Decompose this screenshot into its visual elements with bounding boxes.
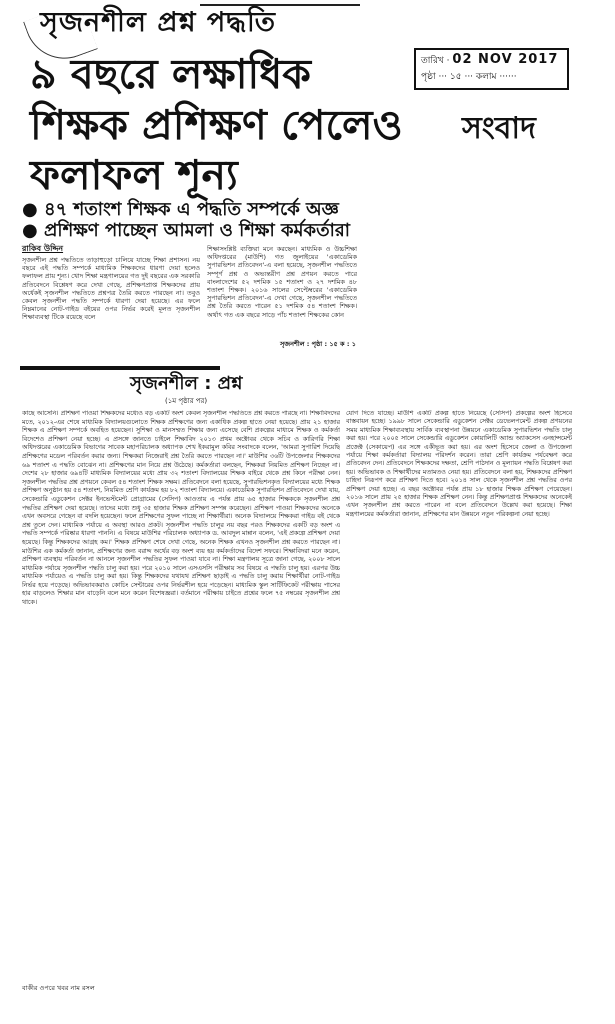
headline-line-1: ৯ বছরে লক্ষাধিক — [30, 50, 311, 98]
stamp-date-label: তারিখ — [421, 56, 444, 66]
sub-bullet-text: ৪৭ শতাংশ শিক্ষক এ পদ্ধতি সম্পর্কে অজ্ঞ — [43, 199, 339, 220]
article2-column-2: যোগ দিতে যাচ্ছে। মাউশি একটি প্রকল্প হাতে নিয়েছে (সেসিপ) প্রকল্পের অংশ হিসেবে বাস্তবায়ন হচ্ছে। ১৯৯৮ সালে সেকেন্ডারি এডুকেশন সেক্টর ডেভেলপমেন্ট প্রকল্প প্রণয়নের সময় মাধ্যমিক শিক্ষাব্যবস্থায় সার্বিক ব্যবস্থাপনা উন্নয়নে একাডেমিক সুপারভিশন পদ্ধতি চালু করা হয়। পরে ২০০৫ সালে সেকেন্ডারি এডুকেশন কোয়ালিটি অ্যান্ড অ্যাকসেস এনহান্সমেন্ট প্রজেক্ট (সেকায়েপ) এর সঙ্গে একীভূত করা হয়। এর অংশ হিসেবে জেলা ও উপজেলা পর্যায়ে শিক্ষা কর্মকর্তারা বিদ্যালয় পরিদর্শন করেন। তারা শ্রেণি কার্যক্রম পর্যবেক্ষণ করে প্রতিবেদন দেন। প্রতিবেদনে শিক্ষকদের দক্ষতা, শ্রেণি পাঠদান ও মূল্যায়ন পদ্ধতি বিশ্লেষণ করা হয়। অভিভাবক ও শিক্ষার্থীদের মতামতও নেয়া হয়। প্রতিবেদনে বলা হয়, শিক্ষকদের প্রশিক্ষণ চাহিদা নিরূপণ করে প্রশিক্ষণ দিতে হবে। ২০১৪ সাল থেকে সৃজনশীল প্রশ্ন পদ্ধতির ওপর প্রশিক্ষণ দেয়া হচ্ছে। এ বছর অক্টোবর পর্যন্ত প্রায় ১৮ হাজার শিক্ষক প্রশিক্ষণ পেয়েছেন। ২০১৬ সালে প্রায় ২৫ হাজার শিক্ষক প্রশিক্ষণ নেন। কিন্তু প্রশিক্ষণপ্রাপ্ত শিক্ষকদের অনেকেই এখন সৃজনশীল প্রশ্ন করতে পারেন না বলে প্রতিবেদনে উল্লেখ করা হয়েছে। শিক্ষা মন্ত্রণালয়ের কর্মকর্তারা জানান, প্রশিক্ষণের মান উন্নয়নে নতুন পরিকল্পনা নেয়া হচ্ছে। — [346, 410, 572, 518]
stamp-column-label: কলাম — [475, 72, 497, 82]
article1-column-1: সৃজনশীল প্রশ্ন পদ্ধতিতে তাড়াহুড়ো চালিয়ে যাচ্ছে শিক্ষা প্রশাসন। নয় বছরে এই পদ্ধতি সম্পর্কে মাধ্যমিক শিক্ষকদের ধারণা দেয়া হলেও ফলাফল প্রায় শূন্য। খোদ শিক্ষা মন্ত্রণালয়ের গত দুই বছরের এক সরকারি প্রতিবেদনে বিশ্লেষণ করে দেখা গেছে, প্রশিক্ষণপ্রাপ্ত শিক্ষকদের প্রায় অর্ধেকই সৃজনশীল পদ্ধতিতে প্রশ্নপত্র তৈরি করতে পারছেন না। তবুও কেবল সৃজনশীল পদ্ধতি সম্পর্কে ধারণা দেয়া হয়েছে। এর ফলে নিম্নমানের নোট-গাইড বইয়ের ওপর নির্ভর করেই মূলত সৃজনশীল শিক্ষাব্যবস্থা টিকে রয়েছে বলে — [22, 256, 200, 322]
headline-line-3: ফলাফল শূন্য — [30, 151, 238, 199]
article2-title: সৃজনশীল : প্রশ্ন — [130, 373, 243, 394]
article2-subtitle: (১ম পৃষ্ঠার পর) — [165, 397, 208, 405]
stamp-page-label: পৃষ্ঠা — [421, 72, 436, 82]
continued-note: সৃজনশীল : পৃষ্ঠা : ১৫ ক : ১ — [280, 340, 356, 348]
headline-line-2: শিক্ষক প্রশিক্ষণ পেলেও — [30, 101, 403, 149]
article2-footer: বাকীর ওপরে খবর নাম রসল — [22, 984, 95, 992]
sub-bullet-1: ● ৪৭ শতাংশ শিক্ষক এ পদ্ধতি সম্পর্কে অজ্ঞ — [22, 199, 339, 220]
section-divider — [20, 366, 220, 370]
article-kicker: সৃজনশীল প্রশ্ন পদ্ধতি — [40, 7, 276, 38]
sub-bullet-text: প্রশিক্ষণ পাচ্ছেন আমলা ও শিক্ষা কর্মকর্তারা — [43, 220, 350, 241]
stamp-date: 02 NOV 2017 — [452, 52, 559, 67]
byline: রাকিব উদ্দিন — [22, 244, 64, 253]
newspaper-name: সংবাদ — [462, 111, 536, 146]
article1-column-2: শিক্ষাসংশ্লিষ্ট ব্যক্তিরা মনে করছেন। মাধ্যমিক ও উচ্চশিক্ষা অধিদপ্তরের (মাউশি) গত জুলাইয়ের 'একাডেমিক সুপারভিশন প্রতিবেদন'-এ বলা হয়েছে, সৃজনশীল পদ্ধতিতে সম্পূর্ণ প্রশ্ন ও অভ্যন্তরীণ প্রশ্ন প্রণয়ন করতে পারে বাংলাদেশের ৫২ দশমিক ১৫ শতাংশ ও ২৭ দশমিক ৪৮ শতাংশ শিক্ষক। ২০১৬ সালের সেপ্টেম্বরের 'একাডেমিক সুপারভিশন প্রতিবেদন'-এ দেখা গেছে, সৃজনশীল পদ্ধতিতে প্রশ্ন তৈরি করতে পারেন ৫১ দশমিক ৫৪ শতাংশ শিক্ষক। অর্থাৎ গত এক বছরে সাড়ে পাঁচ শতাংশ শিক্ষকের কোন — [207, 245, 357, 319]
article2-column-1: কাছে আসেনি। প্রশিক্ষণ পাওয়া শিক্ষকদের মধ্যেও বড় একটি অংশ কেবল সৃজনশীল পদ্ধতিতে প্রশ্ন করতে পারছে না। শিক্ষাবিদদের মতে, ২০১২-এর শেষে মাধ্যমিক বিদ্যালয়গুলোতে শিক্ষক প্রশিক্ষণের জন্য একাধিক প্রকল্প হাতে নেয়া হয়েছে। প্রায় ২১ হাজার শিক্ষক এ প্রশিক্ষণ সম্পর্কে অবহিত হয়েছেন। সুশিক্ষা ও মানসম্মত শিক্ষার জন্য এসেছে বেশি প্রকল্পের মাধ্যমে শিক্ষক ও কর্মকর্তা বিদেশেও প্রশিক্ষণ নেয়া হচ্ছে। এ প্রসঙ্গে জানতে চাইলে শিক্ষাবিদ ২০১৩ প্রথম অক্টোবর থেকে সচিব ও কারিগরি শিক্ষা অধিদপ্তরের একাডেমিক বিভাগের সাবেক মহাপরিচালক অধ্যাপক শেখ ইকরামুল কবির সংবাদকে বলেন, 'আমরা সুপারিশ দিয়েছি প্রশিক্ষণের মডেল পরিবর্তন করার জন্য। শিক্ষকরা নিজেরাই প্রশ্ন তৈরি করতে পারছেন না।' মাউশির ৩৬টি উপজেলার শিক্ষকদের ৬৯ শতাংশ এ পদ্ধতি বোঝেন না। প্রশিক্ষণের মান নিয়ে প্রশ্ন উঠেছে। কর্মকর্তারা বলছেন, শিক্ষকরা নিয়মিত প্রশিক্ষণ নিচ্ছেন না। দেশের ২৮ হাজার ৬৯৪টি মাধ্যমিক বিদ্যালয়ের মধ্যে প্রায় ৩২ শতাংশ বিদ্যালয়ের শিক্ষক বাইরে থেকে প্রশ্ন কিনে পরীক্ষা নেন। সৃজনশীল পদ্ধতির প্রশ্ন প্রণয়নে কেবল ৫৪ শতাংশ শিক্ষক সক্ষম। প্রতিবেদনে বলা হয়েছে, সুপারভিশনকৃত বিদ্যালয়ের মধ্যে শিক্ষক প্রশিক্ষণ অনুষ্ঠান হয় ৫৪ শতাংশ, নিয়মিত শ্রেণি কার্যক্রম হয় ৮২ শতাংশ বিদ্যালয়ে। একাডেমিক সুপারভিশন প্রতিবেদনে দেখা যায়, সেকেন্ডারি এডুকেশন সেক্টর ইনভেস্টমেন্ট প্রোগ্রামের (সেসিপ) আওতায় এ পর্যন্ত প্রায় ৬৫ হাজার শিক্ষককে সৃজনশীল প্রশ্ন পদ্ধতির প্রশিক্ষণ দেয়া হয়েছে। তাদের মধ্যে শুধু ৩৫ হাজার শিক্ষক প্রশিক্ষণ সম্পন্ন করেছেন। প্রশিক্ষণ পাওয়া শিক্ষকদের অনেকে এখন অবসরে গেছেন বা বদলি হয়েছেন। ফলে প্রশিক্ষণের সুফল পাচ্ছে না শিক্ষার্থীরা। অনেক বিদ্যালয়ে শিক্ষকরা গাইড বই থেকে প্রশ্ন তুলে দেন। মাধ্যমিক পর্যায়ে এ অবস্থা আরও প্রকট। সৃজনশীল পদ্ধতি চালুর নয় বছর পরও শিক্ষকদের একটি বড় অংশ এ পদ্ধতি সম্পর্কে পরিষ্কার ধারণা পাননি। এ বিষয়ে মাউশির পরিচালক অধ্যাপক ড. আবদুল মান্নান বলেন, 'এই প্রকল্পে প্রশিক্ষণ দেয়া হয়েছে। কিন্তু শিক্ষকদের আগ্রহ কম।' শিক্ষক প্রশিক্ষণ শেষে দেখা গেছে, অনেক শিক্ষক এখনও সৃজনশীল প্রশ্ন করতে পারছেন না। মাউশির এক কর্মকর্তা জানান, প্রশিক্ষণের জন্য বরাদ্দ অর্থের বড় অংশ ব্যয় হয় কর্মকর্তাদের বিদেশ সফরে। শিক্ষাবিদরা মনে করেন, প্রশিক্ষণ ব্যবস্থায় পরিবর্তন না আনলে সৃজনশীল পদ্ধতির সুফল পাওয়া যাবে না। শিক্ষা মন্ত্রণালয় সূত্রে জানা গেছে, ২০০৮ সালে মাধ্যমিক পর্যায়ে সৃজনশীল পদ্ধতি চালু করা হয়। পরে ২০১০ সালে এসএসসি পরীক্ষায় সব বিষয়ে এ পদ্ধতি চালু হয়। এরপর উচ্চ মাধ্যমিক পর্যায়েও এ পদ্ধতি চালু করা হয়। কিন্তু শিক্ষকদের যথাযথ প্রশিক্ষণ ছাড়াই এ পদ্ধতি চালু করায় শিক্ষার্থীরা নোট-গাইড নির্ভর হয়ে পড়েছে। অভিভাবকরাও কোচিং সেন্টারের ওপর নির্ভরশীল হয়ে পড়েছেন। মাধ্যমিক স্কুল সার্টিফিকেট পরীক্ষায় পাসের হার বাড়লেও শিক্ষার মান বাড়েনি বলে মনে করেন বিশেষজ্ঞরা। বর্তমানে পরীক্ষায় চাইতে প্রশ্নের ফলে ৭৫ নম্বরের সৃজনশীল প্রশ্ন থাকে। — [22, 410, 340, 607]
date-stamp: তারিখ · 02 NOV 2017 পৃষ্ঠা ··· ১৫ ··· কলাম ······ — [414, 48, 569, 90]
sub-bullet-2: ● প্রশিক্ষণ পাচ্ছেন আমলা ও শিক্ষা কর্মকর্তারা — [22, 220, 350, 241]
stamp-page: ১৫ — [449, 72, 462, 82]
